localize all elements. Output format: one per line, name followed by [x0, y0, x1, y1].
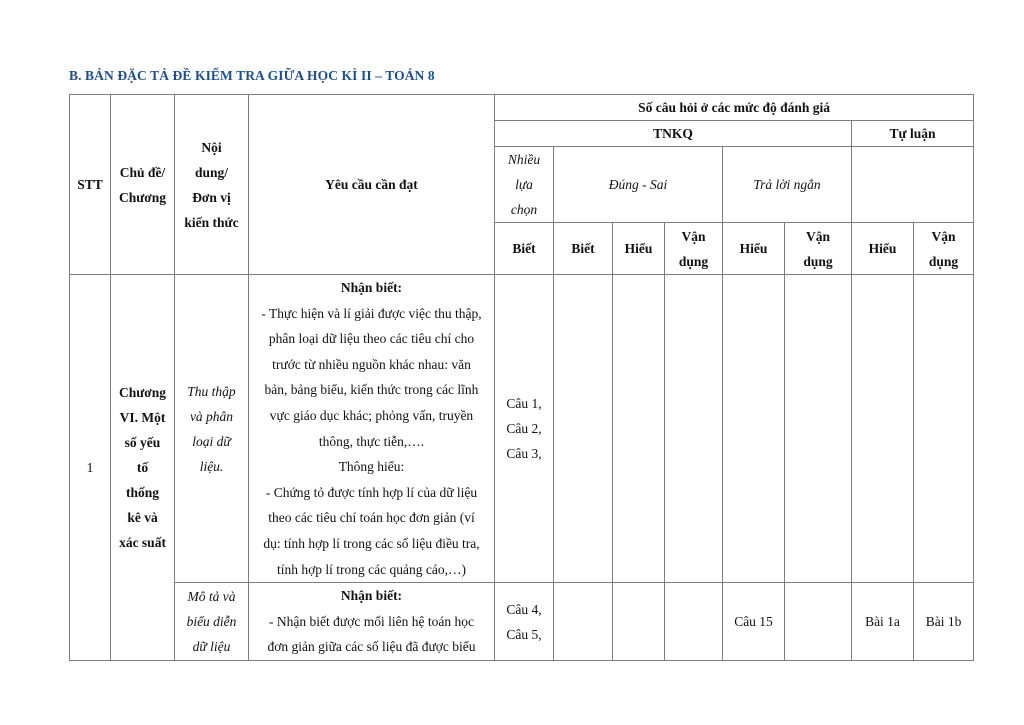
header-mc-line: lựa — [515, 177, 533, 192]
header-essay: Tự luận — [852, 121, 974, 147]
header-sa-apply — [785, 223, 852, 275]
unit-line: dữ liệu — [192, 639, 231, 655]
tf-understand-cell — [613, 583, 665, 661]
header-content — [175, 95, 249, 275]
header-requirements: Yêu cầu cần đạt — [249, 95, 495, 275]
header-content-line: Nội — [201, 139, 222, 155]
chapter-line: tố — [136, 459, 149, 475]
unit-line: và phân — [189, 408, 234, 424]
tf-know-cell — [554, 275, 613, 583]
essay-understand-cell: Bài 1a — [852, 583, 914, 661]
mc-line: Câu 4, — [506, 601, 542, 617]
req-line: - Chứng tỏ được tính hợp lí của dữ liệu — [265, 484, 478, 500]
header-mc-line: chọn — [510, 202, 538, 217]
mc-know-cell — [495, 275, 554, 583]
sa-apply-cell — [785, 583, 852, 661]
tf-understand-cell — [613, 275, 665, 583]
mc-know-cell — [495, 583, 554, 661]
chapter-line: kê và — [127, 509, 158, 525]
mc-line: Câu 2, — [506, 421, 542, 437]
header-question-count: Số câu hỏi ở các mức độ đánh giá — [495, 95, 974, 121]
header-content-line: dung/ — [194, 164, 229, 180]
header-content-line: Đơn vị — [192, 189, 231, 205]
chapter-line: thống — [125, 484, 159, 500]
sa-understand-cell — [723, 275, 785, 583]
row-stt: 1 — [70, 275, 111, 661]
header-multiple-choice — [495, 147, 554, 223]
tf-apply-cell — [665, 583, 723, 661]
sa-understand-cell: Câu 15 — [723, 583, 785, 661]
unit-line: liệu. — [199, 458, 224, 474]
unit-cell — [175, 275, 249, 583]
unit-line: Mô tả và — [187, 589, 236, 605]
req-line: - Thực hiện và lí giải được việc thu thập, — [261, 305, 482, 321]
mc-line: Câu 5, — [506, 626, 542, 642]
unit-cell — [175, 583, 249, 661]
header-mc-know: Biết — [495, 223, 554, 275]
req-line: trước từ nhiều nguồn khác nhau: văn — [272, 356, 471, 372]
page-title: B. BẢN ĐẶC TẢ ĐỀ KIỂM TRA GIỮA HỌC KÌ II – TOÁN 8 — [69, 68, 435, 83]
header-chapter-line: Chủ đề/ — [119, 164, 166, 180]
header-apply-line: Vận — [805, 228, 830, 244]
unit-line: biểu diễn — [186, 614, 237, 630]
table-row — [70, 583, 974, 661]
req-line: tính hợp lí trong các quảng cáo,…) — [277, 561, 466, 577]
essay-apply-cell — [914, 275, 974, 583]
specification-table — [69, 94, 974, 661]
header-content-line: kiến thức — [184, 214, 239, 230]
tf-apply-cell — [665, 275, 723, 583]
unit-line: loại dữ — [192, 433, 231, 449]
req-heading: Nhận biết: — [340, 588, 403, 604]
unit-line: Thu thập — [187, 383, 236, 399]
chapter-line: VI. Một — [119, 409, 166, 425]
header-apply-line: dụng — [803, 253, 833, 269]
header-sa-understand: Hiểu — [723, 223, 785, 275]
req-line: thông, thực tiễn,…. — [318, 433, 425, 449]
header-apply-line: Vận — [931, 228, 956, 244]
header-apply-line: dụng — [678, 253, 709, 269]
requirement-cell — [249, 583, 495, 661]
req-heading: Thông hiểu: — [338, 459, 405, 475]
chapter-line: Chương — [118, 384, 167, 400]
req-line: dụ: tính hợp lí trong các số liệu điều tra, — [263, 535, 480, 551]
req-line: đơn giản giữa các số liệu đã được biểu — [267, 639, 476, 655]
header-stt: STT — [70, 95, 111, 275]
header-tf-understand: Hiểu — [613, 223, 665, 275]
header-tnkq: TNKQ — [495, 121, 852, 147]
chapter-line: số yếu — [124, 434, 161, 450]
req-heading: Nhận biết: — [340, 280, 403, 295]
sa-apply-cell — [785, 275, 852, 583]
header-chapter-line: Chương — [118, 189, 167, 205]
essay-apply-cell: Bài 1b — [914, 583, 974, 661]
header-essay-understand: Hiểu — [852, 223, 914, 275]
header-short-answer: Trả lời ngắn — [723, 147, 852, 223]
header-essay-blank — [852, 147, 974, 223]
mc-line: Câu 1, — [506, 396, 542, 412]
header-tf-apply — [665, 223, 723, 275]
req-line: vực giáo dục khác; phỏng vấn, truyền — [269, 407, 474, 423]
header-tf-know: Biết — [554, 223, 613, 275]
chapter-line: xác suất — [119, 534, 166, 550]
req-line: bản, bảng biểu, kiến thức trong các lĩnh — [264, 382, 479, 398]
row-chapter — [111, 275, 175, 661]
tf-know-cell — [554, 583, 613, 661]
requirement-cell — [249, 275, 495, 583]
essay-understand-cell — [852, 275, 914, 583]
req-line: - Nhận biết được mối liên hệ toán học — [269, 613, 474, 629]
header-true-false: Đúng - Sai — [554, 147, 723, 223]
header-apply-line: dụng — [928, 253, 959, 269]
header-essay-apply — [914, 223, 974, 275]
table-row — [70, 275, 974, 583]
header-mc-line: Nhiều — [507, 152, 541, 167]
req-line: theo các tiêu chí toán học đơn giản (ví — [268, 510, 475, 526]
header-apply-line: Vận — [681, 228, 706, 244]
header-chapter — [111, 95, 175, 275]
req-line: phân loại dữ liệu theo các tiêu chí cho — [268, 331, 475, 347]
mc-line: Câu 3, — [506, 446, 542, 462]
